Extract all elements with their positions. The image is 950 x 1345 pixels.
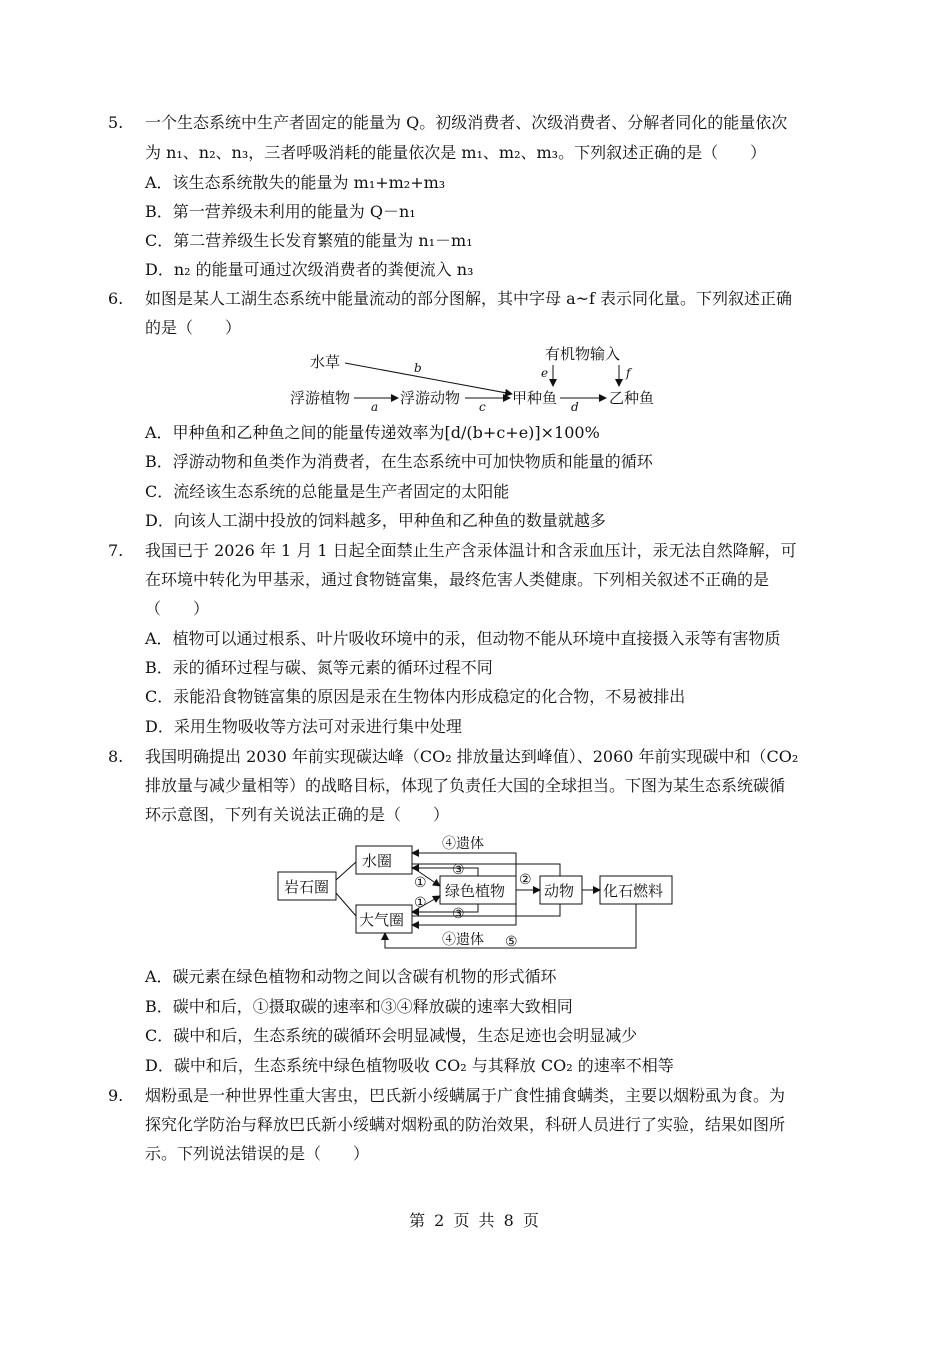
label-a: a xyxy=(371,400,379,414)
option-a: A．甲种鱼和乙种鱼之间的能量传递效率为[d/(b+c+e)]×100% xyxy=(145,423,600,442)
question-stem-line: 我国明确提出 2030 年前实现碳达峰（CO₂ 排放量达到峰值）、2060 年前实现碳中和（CO₂ xyxy=(145,747,799,766)
question-stem-line: 烟粉虱是一种世界性重大害虫，巴氏新小绥螨属于广食性捕食螨类，主要以烟粉虱为食。为 xyxy=(145,1086,786,1105)
option-a: A．碳元素在绿色植物和动物之间以含碳有机物的形式循环 xyxy=(145,967,557,986)
label-b: b xyxy=(414,361,422,375)
node-yanshi: 岩石圈 xyxy=(284,878,330,896)
label-five: ⑤ xyxy=(505,934,518,950)
page-footer: 第 2 页 共 8 页 xyxy=(409,1211,541,1230)
question-stem-line: 环示意图，下列有关说法正确的是（ ） xyxy=(145,805,450,824)
label-two: ② xyxy=(519,872,532,888)
node-yi: 乙种鱼 xyxy=(609,389,655,407)
question-stem-line: 我国已于 2026 年 1 月 1 日起全面禁止生产含汞体温计和含汞血压计，汞无法自然降解，可 xyxy=(145,541,797,560)
label-three-bottom: ③ xyxy=(452,906,465,922)
question-number: 5. xyxy=(108,113,124,132)
label-f: f xyxy=(626,366,631,380)
line-yanshi-daqi xyxy=(336,893,356,916)
option-b: B．第一营养级未利用的能量为 Q－n₁ xyxy=(145,202,416,221)
node-daqi: 大气圈 xyxy=(359,911,405,929)
node-huashi: 化石燃料 xyxy=(603,882,664,900)
option-a: A．植物可以通过根系、叶片吸收环境中的汞，但动物不能从环境中直接摄入汞等有害物质 xyxy=(145,629,781,648)
node-fuyou-zhiwu: 浮游植物 xyxy=(290,389,351,407)
label-one-bottom: ① xyxy=(414,895,427,911)
label-three-top: ③ xyxy=(452,862,465,878)
question-number: 8. xyxy=(108,747,124,766)
label-one-top: ① xyxy=(414,875,427,891)
option-b: B．汞的循环过程与碳、氮等元素的循环过程不同 xyxy=(145,658,493,677)
question-stem-line: 示。下列说法错误的是（ ） xyxy=(145,1144,370,1163)
node-zhiwu: 绿色植物 xyxy=(445,882,506,900)
question-stem-line: （ ） xyxy=(145,599,210,618)
question-stem-line: 在环境中转化为甲基汞，通过食物链富集，最终危害人类健康。下列相关叙述不正确的是 xyxy=(145,570,770,589)
label-d: d xyxy=(571,400,579,414)
question-stem-line: 探究化学防治与释放巴氏新小绥螨对烟粉虱的防治效果，科研人员进行了实验，结果如图所 xyxy=(145,1115,786,1134)
option-d: D．向该人工湖中投放的饲料越多，甲种鱼和乙种鱼的数量就越多 xyxy=(145,511,606,530)
question-number: 6. xyxy=(108,289,124,308)
option-c: C．第二营养级生长发育繁殖的能量为 n₁－m₁ xyxy=(145,231,473,250)
label-c: c xyxy=(479,400,486,414)
label-yiti-top: ④遗体 xyxy=(442,836,484,852)
question-stem-line: 为 n₁、n₂、n₃，三者呼吸消耗的能量依次是 m₁、m₂、m₃。下列叙述正确的是（ ） xyxy=(145,143,767,162)
option-d: D．采用生物吸收等方法可对汞进行集中处理 xyxy=(145,717,462,736)
label-yiti-bottom: ④遗体 xyxy=(442,932,484,948)
option-d: D．碳中和后，生态系统中绿色植物吸收 CO₂ 与其释放 CO₂ 的速率不相等 xyxy=(145,1056,674,1075)
question-number: 9. xyxy=(108,1086,124,1105)
arrow-dongwu-daqi xyxy=(412,904,560,916)
option-c: C．碳中和后，生态系统的碳循环会明显减慢，生态足迹也会明显减少 xyxy=(145,1026,638,1045)
question-number: 7. xyxy=(108,541,124,560)
arrow-dongwu-shuiquan xyxy=(412,864,560,876)
question-stem-line: 排放量与减少量相等）的战略目标，体现了负责任大国的全球担当。下图为某生态系统碳循 xyxy=(145,776,786,795)
node-youji: 有机物输入 xyxy=(545,345,621,363)
node-shuicao: 水草 xyxy=(310,353,341,371)
node-fuyou-dongwu: 浮游动物 xyxy=(400,389,461,407)
question-stem-line: 的是（ ） xyxy=(145,318,242,337)
node-jia: 甲种鱼 xyxy=(512,389,558,407)
label-e: e xyxy=(541,366,549,380)
question-stem-line: 一个生态系统中生产者固定的能量为 Q。初级消费者、次级消费者、分解者同化的能量依次 xyxy=(145,113,788,132)
option-c: C．流经该生态系统的总能量是生产者固定的太阳能 xyxy=(145,482,510,501)
option-d: D．n₂ 的能量可通过次级消费者的粪便流入 n₃ xyxy=(145,260,474,279)
option-a: A．该生态系统散失的能量为 m₁+m₂+m₃ xyxy=(145,173,446,192)
option-c: C．汞能沿食物链富集的原因是汞在生物体内形成稳定的化合物，不易被排出 xyxy=(145,687,686,706)
option-b: B．浮游动物和鱼类作为消费者，在生态系统中可加快物质和能量的循环 xyxy=(145,452,653,471)
node-shuiquan: 水圈 xyxy=(362,852,393,870)
question-stem-line: 如图是某人工湖生态系统中能量流动的部分图解，其中字母 a~f 表示同化量。下列叙述正确 xyxy=(145,289,793,308)
line-yanshi-shuiquan xyxy=(336,862,356,880)
node-dongwu: 动物 xyxy=(544,882,575,900)
option-b: B．碳中和后，①摄取碳的速率和③④释放碳的速率大致相同 xyxy=(145,997,573,1016)
